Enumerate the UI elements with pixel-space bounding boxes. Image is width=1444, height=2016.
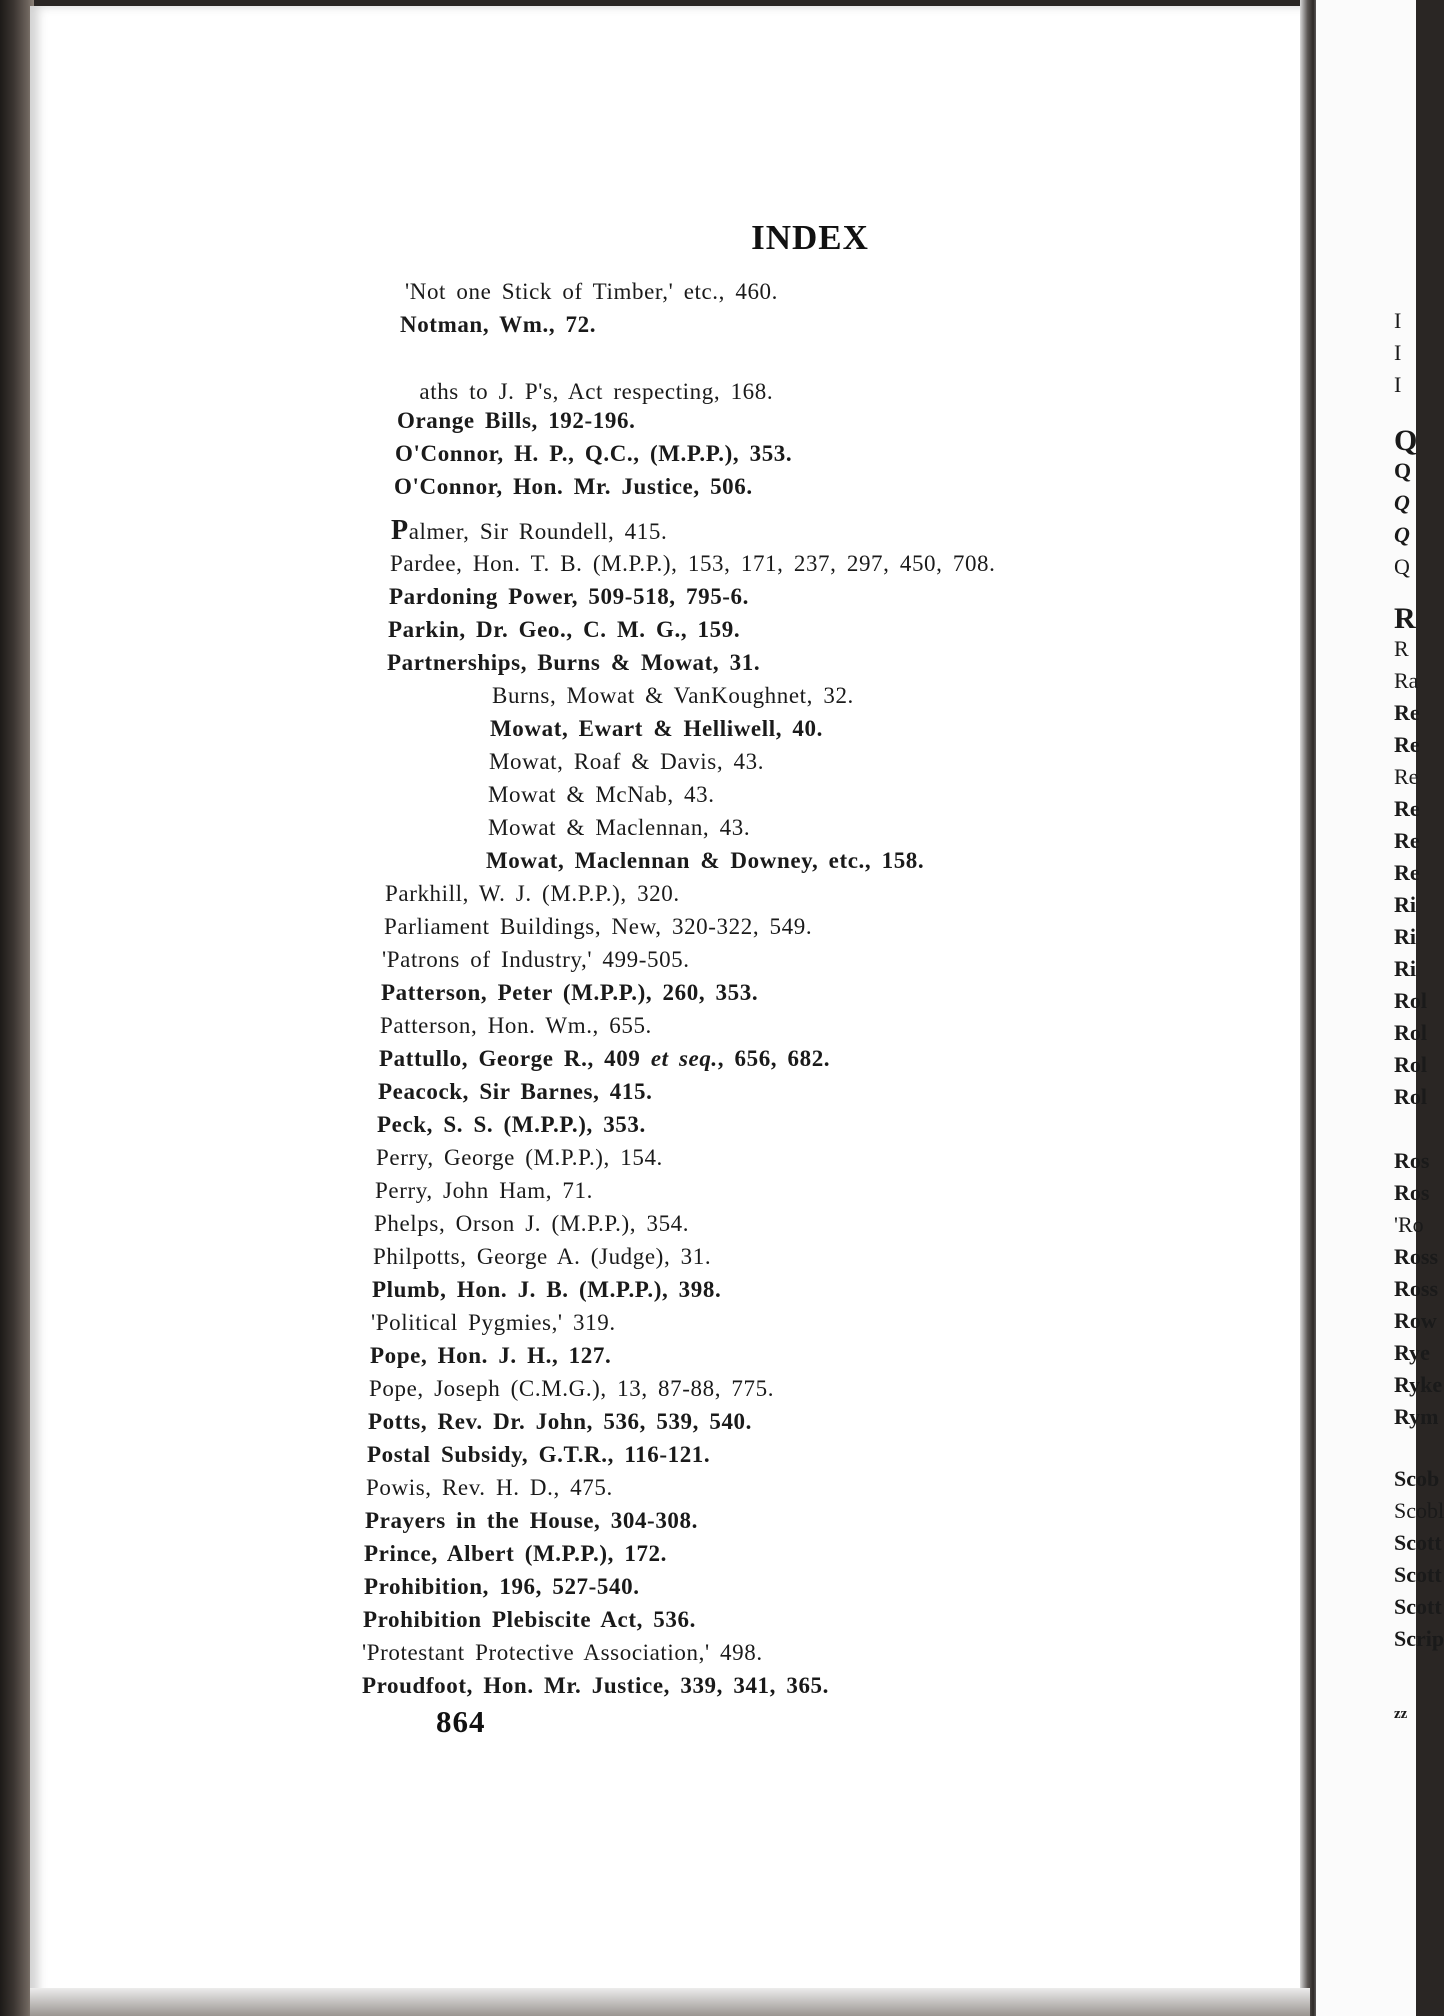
book-binding-edge [0, 0, 34, 2016]
index-entry: Pattullo, George R., 409 et seq., 656, 682. [379, 1046, 831, 1071]
index-subentry: Burns, Mowat & VanKoughnet, 32. [492, 683, 854, 708]
facing-fragment: Re [1394, 732, 1420, 757]
index-entry: Prayers in the House, 304-308. [365, 1508, 698, 1533]
index-entry: Peacock, Sir Barnes, 415. [378, 1079, 653, 1104]
index-entry: aths to J. P's, Act respecting, 168. [419, 379, 774, 404]
page-number: 864 [436, 1704, 486, 1739]
index-entry: Philpotts, George A. (Judge), 31. [373, 1244, 712, 1269]
index-entry: Partnerships, Burns & Mowat, 31. [387, 650, 761, 675]
index-entry: Pardee, Hon. T. B. (M.P.P.), 153, 171, 237, 297, 450, 708. [390, 551, 996, 576]
index-entry: Patterson, Peter (M.P.P.), 260, 353. [381, 980, 759, 1005]
index-entry: Notman, Wm., 72. [400, 312, 597, 337]
index-entry: O'Connor, Hon. Mr. Justice, 506. [394, 474, 753, 499]
facing-fragment: 'Ro [1394, 1212, 1424, 1237]
index-subentry: Mowat, Roaf & Davis, 43. [489, 749, 765, 774]
facing-fragment: Ri [1394, 892, 1416, 917]
index-entry: Powis, Rev. H. D., 475. [366, 1475, 613, 1500]
facing-fragment: Ri [1394, 956, 1416, 981]
index-entry: Phelps, Orson J. (M.P.P.), 354. [374, 1211, 690, 1236]
facing-fragment: Ri [1394, 924, 1416, 949]
facing-fragment: Re [1394, 700, 1420, 725]
facing-fragment: Rol [1394, 988, 1427, 1013]
index-entry: Perry, George (M.P.P.), 154. [376, 1145, 663, 1170]
facing-fragment: Ros [1394, 1180, 1430, 1205]
facing-fragment: Scobl [1394, 1498, 1444, 1523]
facing-fragment: R [1394, 602, 1416, 635]
facing-fragment: Rol [1394, 1020, 1427, 1045]
facing-fragment: Scott [1394, 1530, 1442, 1555]
facing-fragment: Q [1394, 490, 1410, 515]
facing-fragment: Row [1394, 1308, 1437, 1333]
facing-fragment: Scott [1394, 1594, 1442, 1619]
index-entry: Proudfoot, Hon. Mr. Justice, 339, 341, 365. [362, 1673, 829, 1698]
index-entry: Potts, Rev. Dr. John, 536, 539, 540. [368, 1409, 753, 1434]
facing-fragment: Re [1394, 764, 1419, 789]
index-entry: Prohibition, 196, 527-540. [364, 1574, 640, 1599]
index-entry: Plumb, Hon. J. B. (M.P.P.), 398. [372, 1277, 722, 1302]
index-entry: O'Connor, H. P., Q.C., (M.P.P.), 353. [395, 441, 793, 466]
facing-fragment: Rol [1394, 1052, 1427, 1077]
facing-fragment: R [1394, 636, 1409, 661]
index-subentry: Mowat, Ewart & Helliwell, 40. [490, 716, 823, 741]
facing-fragment: I [1394, 340, 1402, 365]
facing-fragment: Scrip [1394, 1626, 1444, 1651]
index-entry: Postal Subsidy, G.T.R., 116-121. [367, 1442, 711, 1467]
page-bottom-edge [30, 1988, 1310, 2016]
facing-fragment: Scott [1394, 1562, 1442, 1587]
facing-fragment: Q [1394, 522, 1410, 547]
left-page [30, 6, 1308, 2006]
index-entry: Palmer, Sir Roundell, 415. [391, 515, 668, 546]
dropcap-letter: P [391, 515, 409, 546]
facing-fragment: Ross [1394, 1276, 1439, 1301]
facing-fragment: Q [1394, 458, 1412, 483]
index-subentry: Mowat, Maclennan & Downey, etc., 158. [486, 848, 925, 873]
index-entry: Prince, Albert (M.P.P.), 172. [364, 1541, 668, 1566]
index-subentry: Mowat & McNab, 43. [488, 782, 715, 807]
facing-fragment: I [1394, 372, 1402, 397]
index-entry: Peck, S. S. (M.P.P.), 353. [377, 1112, 646, 1137]
facing-fragment: Rye [1394, 1340, 1430, 1365]
index-entry: 'Not one Stick of Timber,' etc., 460. [405, 279, 778, 304]
facing-fragment: Ross [1394, 1244, 1439, 1269]
index-entry: Prohibition Plebiscite Act, 536. [363, 1607, 696, 1632]
index-entry: Orange Bills, 192-196. [397, 408, 636, 433]
index-entry: Parliament Buildings, New, 320-322, 549. [384, 914, 813, 939]
index-heading: INDEX [751, 218, 869, 257]
facing-fragment: Q [1394, 424, 1418, 457]
facing-fragment: Ryke [1394, 1372, 1443, 1397]
facing-fragment: Re [1394, 828, 1420, 853]
facing-fragment: Re [1394, 860, 1420, 885]
index-entry: 'Patrons of Industry,' 499-505. [382, 947, 690, 972]
facing-fragment: Rym [1394, 1404, 1439, 1429]
facing-fragment: Rol [1394, 1084, 1427, 1109]
index-entry: Pope, Joseph (C.M.G.), 13, 87-88, 775. [369, 1376, 775, 1401]
facing-fragment: Ros [1394, 1148, 1430, 1173]
facing-fragment: Ra [1394, 668, 1419, 693]
index-entry: Parkhill, W. J. (M.P.P.), 320. [385, 881, 680, 906]
index-entry: Pope, Hon. J. H., 127. [370, 1343, 612, 1368]
index-subentry: Mowat & Maclennan, 43. [488, 815, 751, 840]
index-entry: 'Political Pygmies,' 319. [371, 1310, 616, 1335]
index-entry: Patterson, Hon. Wm., 655. [380, 1013, 652, 1038]
index-entry: Pardoning Power, 509-518, 795-6. [389, 584, 750, 609]
facing-fragment: Re [1394, 796, 1420, 821]
facing-fragment: I [1394, 308, 1402, 333]
index-entry: Parkin, Dr. Geo., C. M. G., 159. [388, 617, 741, 642]
index-entry: 'Protestant Protective Association,' 498. [362, 1640, 763, 1665]
facing-fragment: zz [1394, 1706, 1408, 1722]
facing-fragment: Q [1394, 554, 1410, 579]
facing-fragment: Scob [1394, 1466, 1440, 1491]
index-entry: Perry, John Ham, 71. [375, 1178, 593, 1203]
